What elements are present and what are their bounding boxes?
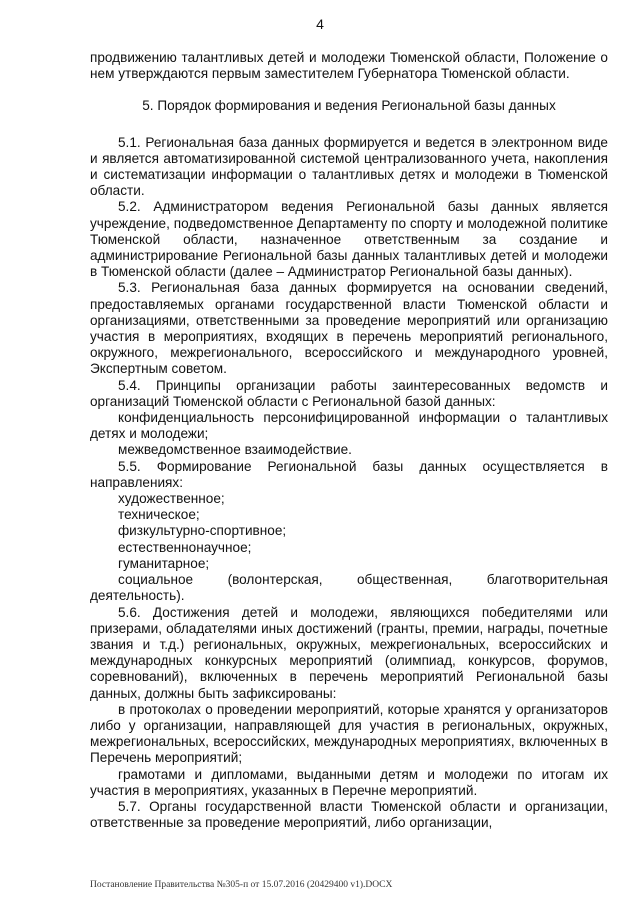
document-body [90, 50, 608, 831]
paragraph-5-5: 5.5. Формирование Региональной базы данных осуществляется в направлениях: [90, 458, 608, 490]
list-item: конфиденциальность персонифицированной информации о талантливых детях и молодежи; [90, 410, 608, 442]
section-heading: 5. Порядок формирования и ведения Региональной базы данных [142, 98, 556, 114]
paragraph-5-3: 5.3. Региональная база данных формируется на основании сведений, предоставляемых органами государственной власти Тюменской области и организациями, ответственными за проведение мероприятий или организацию участия в мероприятиях, входящих в перечень мероприятий регионального, окружного, межрегионального, всероссийского и международного уровней, Экспертным советом. [90, 280, 608, 377]
list-item: художественное; [118, 491, 225, 507]
list-item: в протоколах о проведении мероприятий, которые хранятся у организаторов либо у организации, направляющей для участия в региональных, окружных, межрегиональных, всероссийских, международных мероприятиях, включенных в Перечень мероприятий; [90, 701, 608, 766]
paragraph-5-4: 5.4. Принципы организации работы заинтересованных ведомств и организаций Тюменской области с Региональной базой данных: [90, 377, 608, 409]
paragraph-continuation: продвижению талантливых детей и молодежи Тюменской области, Положение о нем утверждаются первым заместителем Губернатора Тюменской области. [90, 50, 608, 82]
list-item: социальное (волонтерская, общественная, благотворительная деятельность). [90, 572, 608, 604]
list-item: естественнонаучное; [118, 539, 252, 555]
paragraph-5-1: 5.1. Региональная база данных формируется и ведется в электронном виде и является автоматизированной системой централизованного учета, накопления и систематизации информации о талантливых детях и молодежи в Тюменской области. [90, 134, 608, 199]
paragraph-5-2: 5.2. Администратором ведения Региональной базы данных является учреждение, подведомственное Департаменту по спорту и молодежной политике Тюменской области, назначенное ответственным за создание и администрирование Региональной базы данных талантливых детей и молодежи в Тюменской области (далее – Администратор Региональной базы данных). [90, 199, 608, 280]
list-item: техническое; [118, 507, 200, 523]
list-item: гуманитарное; [118, 555, 210, 571]
paragraph-5-6: 5.6. Достижения детей и молодежи, являющихся победителями или призерами, обладателями иных достижений (гранты, премии, награды, почетные звания и т.д.) региональных, окружных, межрегиональных, всероссийских и международных конкурсных мероприятий (олимпиад, конкурсов, форумов, соревнований), включенных в перечень мероприятий Региональной базы данных, должны быть зафиксированы: [90, 604, 608, 701]
list-item: грамотами и дипломами, выданными детям и молодежи по итогам их участия в мероприятиях, указанных в Перечне мероприятий. [90, 766, 608, 798]
list-item: физкультурно-спортивное; [118, 523, 287, 539]
paragraph-5-7: 5.7. Органы государственной власти Тюменской области и организации, ответственные за проведение мероприятий, либо организации, [90, 798, 608, 831]
list-item: межведомственное взаимодействие. [118, 442, 352, 458]
page-number: 4 [316, 16, 324, 32]
document-footer: Постановление Правительства №305-п от 15.07.2016 (20429400 v1).DOCX [90, 880, 393, 890]
